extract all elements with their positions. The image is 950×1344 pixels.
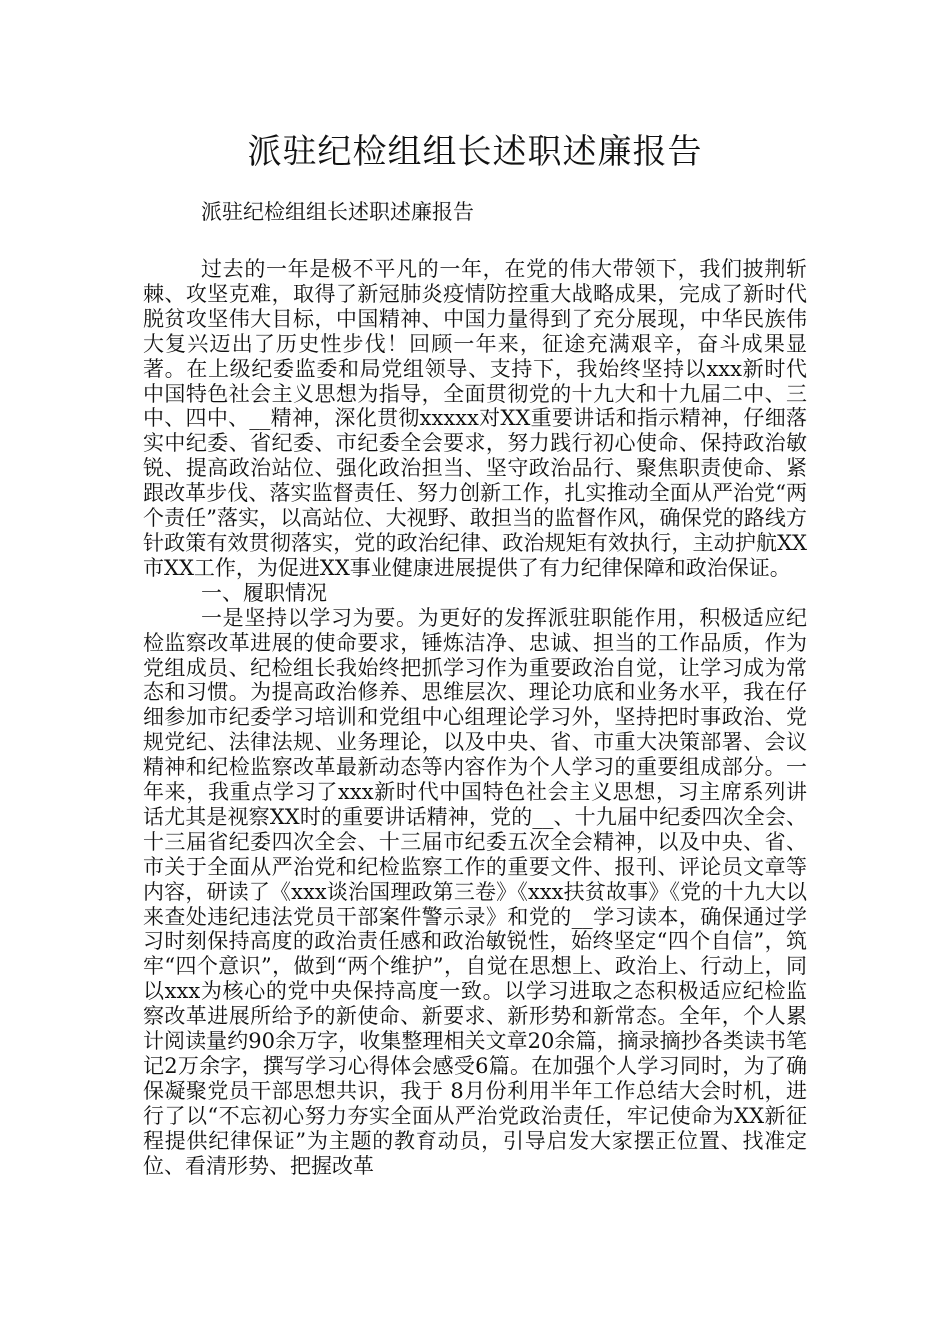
section-heading-duty-performance: 一、履职情况 [201,580,327,605]
document-title: 派驻纪检组组长述职述廉报告 [247,132,703,172]
body-paragraph-intro: 过去的一年是极不平凡的一年，在党的伟大带领下，我们披荆斩棘、攻坚克难，取得了新冠肺炎疫情防控重大战略成果，完成了新时代脱贫攻坚伟大目标，中国精神、中国力量得到了充分展现，中华民族伟大复兴迈出了历史性步伐！回顾一年来，征途充满艰辛，奋斗成果显著。在上级纪委监委和局党组领导、支持下，我始终坚持以xxx新时代中国特色社会主义思想为指导，全面贯彻党的十九大和十九届二中、三中、四中、__精神，深化贯彻xxxxx对XX重要讲话和指示精神，仔细落实中纪委、省纪委、市纪委全会要求，努力践行初心使命、保持政治敏锐、提高政治站位、强化政治担当、坚守政治品行、聚焦职责使命、紧跟改革步伐、落实监督责任、努力创新工作，扎实推动全面从严治党“两个责任”落实，以高站位、大视野、敢担当的监督作风，确保党的路线方针政策有效贯彻落实，党的政治纪律、政治规矩有效执行，主动护航XX市XX工作，为促进XX事业健康进展提供了有力纪律保障和政治保证。 [143,257,807,580]
document-body [143,257,807,1179]
body-paragraph-study: 一是坚持以学习为要。为更好的发挥派驻职能作用，积极适应纪检监察改革进展的使命要求，锤炼洁净、忠诚、担当的工作品质，作为党组成员、纪检组长我始终把抓学习作为重要政治自觉，让学习成为常态和习惯。为提高政治修养、思维层次、理论功底和业务水平，我在仔细参加市纪委学习培训和党组中心组理论学习外，坚持把时事政治、党规党纪、法律法规、业务理论，以及中央、省、市重大决策部署、会议精神和纪检监察改革最新动态等内容作为个人学习的重要组成部分。一年来，我重点学习了xxx新时代中国特色社会主义思想，习主席系列讲话尤其是视察XX时的重要讲话精神，党的__、十九届中纪委四次全会、十三届省纪委四次全会、十三届市纪委五次全会精神，以及中央、省、市关于全面从严治党和纪检监察工作的重要文件、报刊、评论员文章等内容，研读了《xxx谈治国理政第三卷》《xxx扶贫故事》《党的十九大以来查处违纪违法党员干部案件警示录》和党的__学习读本，确保通过学习时刻保持高度的政治责任感和政治敏锐性，始终坚定“四个自信”，筑牢“四个意识”，做到“两个维护”，自觉在思想上、政治上、行动上，同以xxx为核心的党中央保持高度一致。以学习进取之态积极适应纪检监察改革进展所给予的新使命、新要求、新形势和新常态。全年，个人累计阅读量约90余万字，收集整理相关文章20余篇，摘录摘抄各类读书笔记2万余字，撰写学习心得体会感受6篇。在加强个人学习同时，为了确保凝聚党员干部思想共识，我于 8月份利用半年工作总结大会时机，进行了以“不忘初心努力夯实全面从严治党政治责任，牢记使命为XX新征程提供纪律保证”为主题的教育动员，引导启发大家摆正位置、找准定位、看清形势、把握改革 [143,605,807,1178]
document-subtitle: 派驻纪检组组长述职述廉报告 [201,200,474,224]
